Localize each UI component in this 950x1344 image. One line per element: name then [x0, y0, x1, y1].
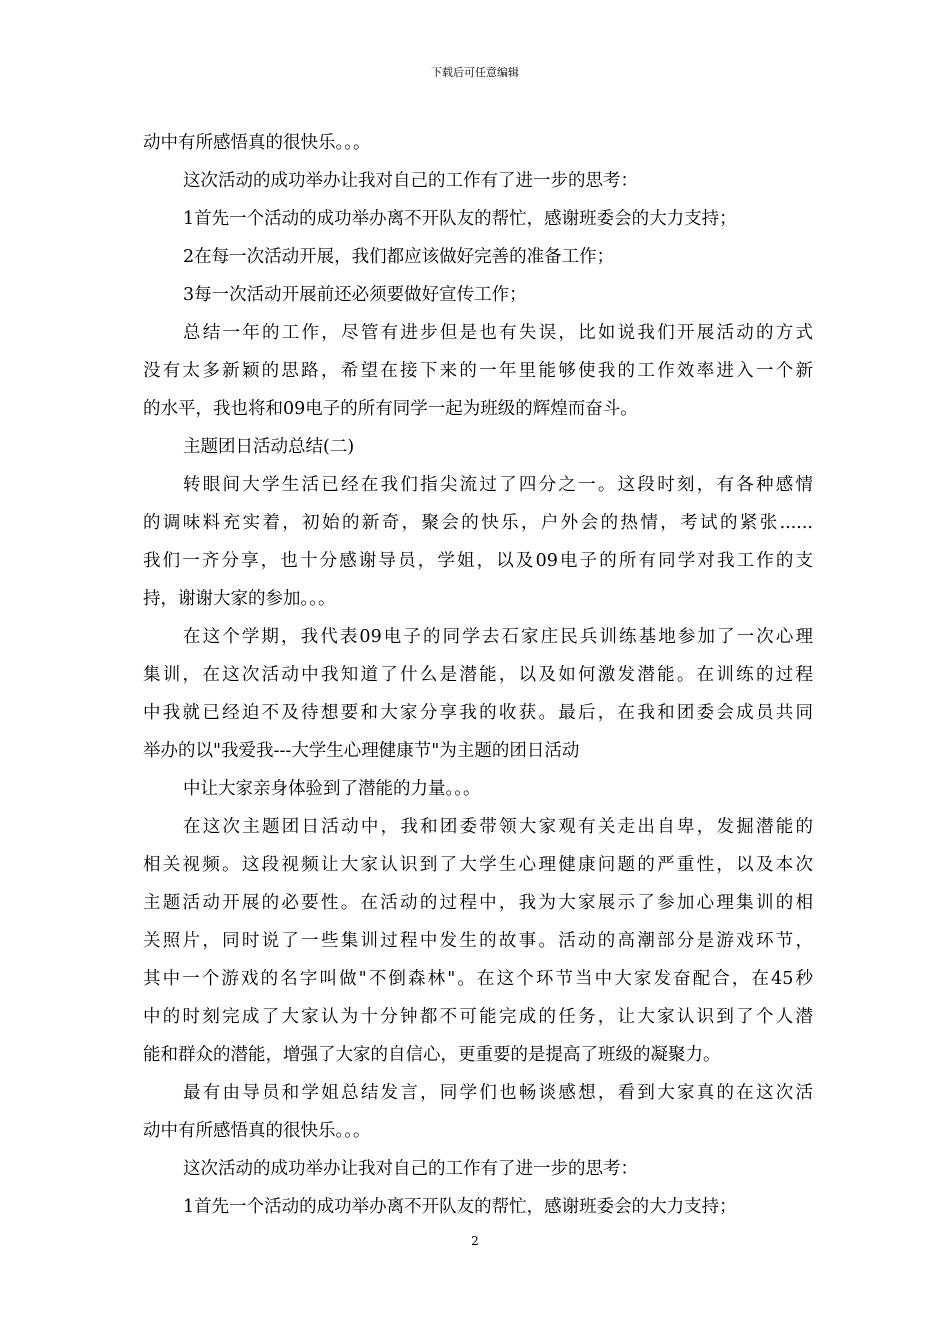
text-line: 中的时刻完成了大家认为十分钟都不可能完成的任务，让大家认识到了个人潜 — [143, 1007, 813, 1027]
text-line: 其中一个游戏的名字叫做"不倒森林"。在这个环节当中大家发奋配合，在45秒 — [143, 969, 813, 989]
text-line: 能和群众的潜能，增强了大家的自信心，更重要的是提高了班级的凝聚力。 — [143, 1045, 721, 1065]
text-line: 持，谢谢大家的参加。。。 — [143, 589, 336, 609]
text-line: 关照片，同时说了一些集训过程中发生的故事。活动的高潮部分是游戏环节， — [143, 931, 813, 951]
text-line: 这次活动的成功举办让我对自己的工作有了进一步的思考： — [183, 1159, 638, 1179]
text-line: 在这次主题团日活动中，我和团委带领大家观有关走出自卑，发掘潜能的 — [183, 817, 813, 837]
text-line: 举办的以"我爱我---大学生心理健康节"为主题的团日活动 — [143, 741, 580, 761]
page-number: 2 — [471, 1234, 479, 1248]
text-line: 动中有所感悟真的很快乐。。。 — [143, 133, 371, 153]
text-line: 在这个学期，我代表09电子的同学去石家庄民兵训练基地参加了一次心理 — [183, 627, 813, 647]
text-line: 主题活动开展的必要性。在活动的过程中，我为大家展示了参加心理集训的相 — [143, 893, 813, 913]
text-line: 这次活动的成功举办让我对自己的工作有了进一步的思考： — [183, 171, 638, 191]
text-line: 2在每一次活动开展，我们都应该做好完善的准备工作； — [183, 247, 615, 267]
page-header: 下载后可任意编辑 — [431, 66, 519, 79]
text-line: 动中有所感悟真的很快乐。。。 — [143, 1121, 371, 1141]
text-line: 的调味料充实着，初始的新奇，聚会的快乐，户外会的热情，考试的紧张...... — [143, 513, 813, 533]
text-line: 中我就已经迫不及待想要和大家分享我的收获。最后，在我和团委会成员共同 — [143, 703, 813, 723]
text-line: 没有太多新颖的思路，希望在接下来的一年里能够使我的工作效率进入一个新 — [143, 361, 813, 381]
text-line: 主题团日活动总结(二) — [183, 437, 355, 457]
text-line: 转眼间大学生活已经在我们指尖流过了四分之一。这段时刻，有各种感情 — [183, 475, 813, 495]
text-line: 相关视频。这段视频让大家认识到了大学生心理健康问题的严重性，以及本次 — [143, 855, 813, 875]
document-body — [143, 124, 813, 1226]
text-line: 的水平，我也将和09电子的所有同学一起为班级的辉煌而奋斗。 — [143, 399, 638, 419]
text-line: 1首先一个活动的成功举办离不开队友的帮忙，感谢班委会的大力支持； — [183, 1197, 737, 1217]
text-line: 中让大家亲身体验到了潜能的力量。。。 — [183, 779, 481, 799]
text-line: 我们一齐分享，也十分感谢导员，学姐，以及09电子的所有同学对我工作的支 — [143, 551, 813, 571]
text-line: 3每一次活动开展前还必须要做好宣传工作； — [183, 285, 527, 305]
text-line: 总结一年的工作，尽管有进步但是也有失误，比如说我们开展活动的方式 — [183, 323, 813, 343]
text-line: 最有由导员和学姐总结发言，同学们也畅谈感想，看到大家真的在这次活 — [183, 1083, 813, 1103]
text-line: 1首先一个活动的成功举办离不开队友的帮忙，感谢班委会的大力支持； — [183, 209, 737, 229]
text-line: 集训，在这次活动中我知道了什么是潜能，以及如何激发潜能。在训练的过程 — [143, 665, 813, 685]
